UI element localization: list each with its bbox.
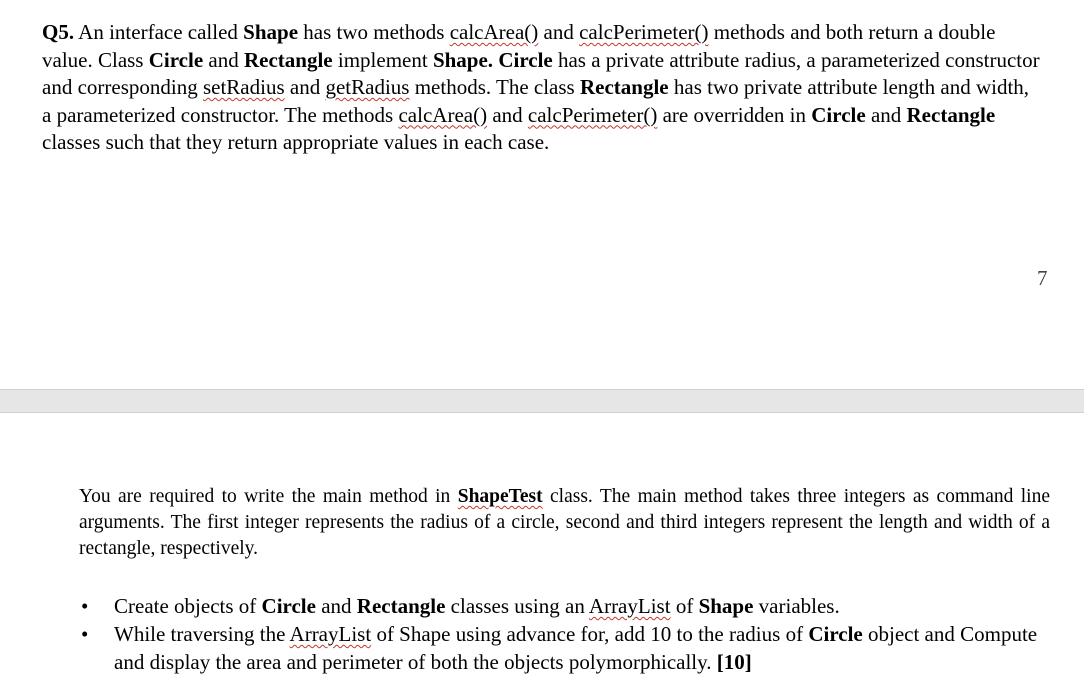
text-run: and <box>865 102 907 127</box>
method-setradius: setRadius <box>202 75 285 99</box>
keyword-arraylist: ArrayList <box>289 622 372 646</box>
text-run: class. The main method takes three integers as command line arguments. The first integer represents the radius of a circle, second and third integers represent the length and width of a rectangle, respectively. <box>79 486 1051 559</box>
text-run: implement <box>332 47 433 72</box>
keyword-rectangle: Rectangle <box>356 594 446 618</box>
text-run: variables. <box>753 594 840 618</box>
method-getradius: getRadius <box>325 75 410 99</box>
text-run: and <box>284 75 326 99</box>
text-run: has a private attribute radius, a parameterized constructor and corresponding <box>42 47 1040 99</box>
text-run: and <box>538 20 580 44</box>
requirement-paragraph <box>79 484 1050 562</box>
question-5-paragraph <box>42 19 1042 157</box>
keyword-shape: Shape <box>243 20 299 44</box>
method-calcperimeter: calcPerimeter() <box>579 20 709 44</box>
bullet-marker: • <box>81 594 89 618</box>
text-run: has two private attribute length and width, a parameterized constructor. The methods <box>42 75 1030 127</box>
keyword-arraylist: ArrayList <box>588 594 671 618</box>
text-run: are overridden in <box>657 102 812 127</box>
bullet-marker: • <box>81 622 89 646</box>
text-run: of Shape using advance for, add 10 to the radius of <box>371 622 809 646</box>
text-run: methods. The class <box>409 75 580 99</box>
keyword-rectangle: Rectangle <box>243 47 333 72</box>
keyword-rectangle: Rectangle <box>579 75 669 99</box>
text-run: You are required to write the main method in <box>79 486 458 507</box>
text-run: has two methods <box>298 20 450 44</box>
text-run: methods and both return a double value. Class <box>42 20 996 72</box>
text-run: of <box>670 594 699 618</box>
text-run: object and Compute and display the area and perimeter of both the objects polymorphically. <box>114 622 1038 674</box>
marks-label: [10] <box>716 650 752 674</box>
bullet-item-create-objects <box>79 592 1054 620</box>
keyword-shape: Shape. <box>432 47 494 72</box>
keyword-circle: Circle <box>498 47 553 72</box>
text-run: While traversing the <box>114 622 290 646</box>
bullet-item-traverse <box>79 620 1054 676</box>
keyword-circle: Circle <box>148 47 204 72</box>
task-bullet-list <box>79 592 1054 676</box>
text-run: and <box>487 102 528 127</box>
text-run: Create objects of <box>114 594 262 618</box>
text-run: and <box>315 594 357 618</box>
keyword-rectangle: Rectangle <box>906 102 996 127</box>
page-break-gap <box>0 389 1084 413</box>
text-run: and <box>203 47 244 72</box>
keyword-circle: Circle <box>811 102 866 127</box>
keyword-shape: Shape <box>698 594 754 618</box>
question-label: Q5. <box>42 20 75 44</box>
method-calcarea: calcArea() <box>398 102 488 127</box>
keyword-shapetest: ShapeTest <box>457 486 543 507</box>
text-run: classes such that they return appropriate values in each case. <box>42 130 550 154</box>
page-number: 7 <box>1037 266 1048 290</box>
method-calcarea: calcArea() <box>449 20 539 44</box>
keyword-circle: Circle <box>808 622 863 646</box>
method-calcperimeter: calcPerimeter() <box>527 102 658 127</box>
text-run: An interface called <box>74 20 244 44</box>
text-run: classes using an <box>445 594 589 618</box>
keyword-circle: Circle <box>261 594 316 618</box>
